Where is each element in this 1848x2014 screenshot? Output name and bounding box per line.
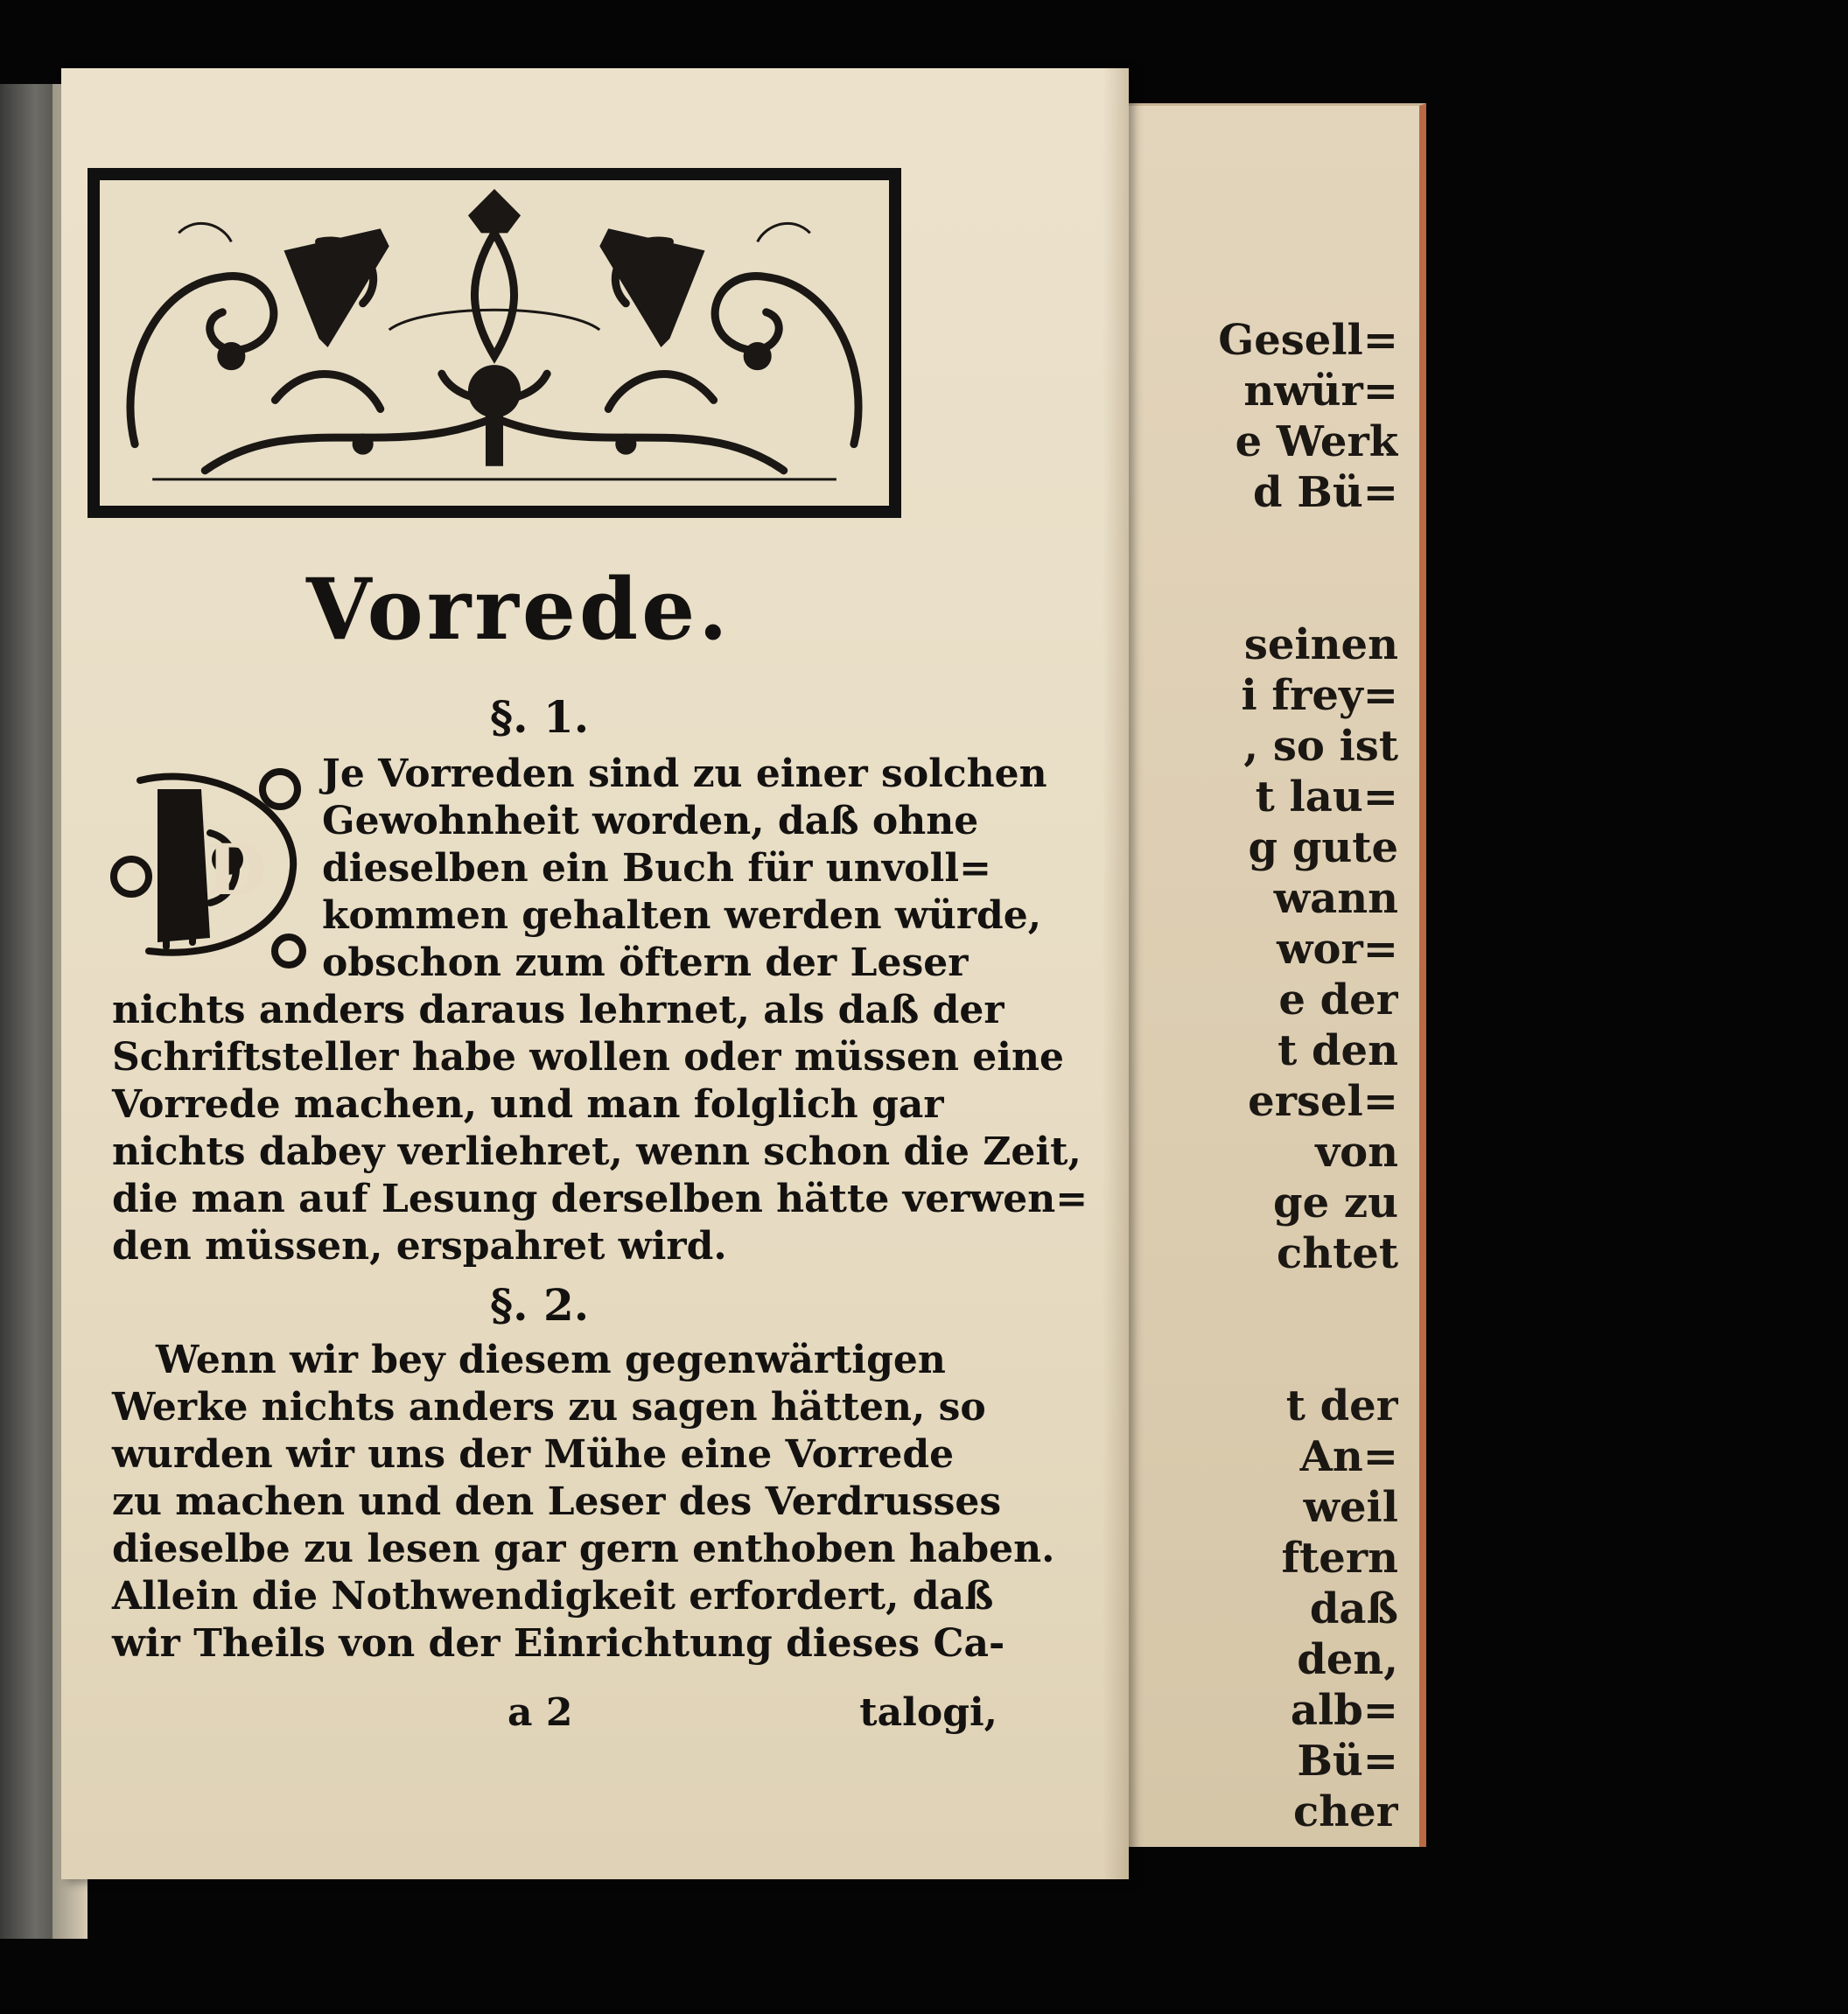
back-line: t der: [1285, 1381, 1398, 1430]
initial-letter: D: [206, 829, 267, 911]
text-line: wurden wir uns der Mühe eine Vorrede: [112, 1432, 955, 1477]
text-line: nichts anders daraus lehrnet, als daß der: [112, 988, 1004, 1032]
section-heading-2: §. 2.: [490, 1279, 590, 1331]
back-line: , so ist: [1243, 722, 1398, 771]
text-line: Vorrede machen, und man folglich gar: [112, 1082, 944, 1127]
text-line: Wenn wir bey diesem gegenwärtigen: [156, 1338, 946, 1382]
back-line: daß: [1309, 1584, 1398, 1633]
back-line: e Werk: [1235, 417, 1398, 466]
text-line: dieselbe zu lesen gar gern enthoben haben.: [112, 1527, 1055, 1571]
back-line: d Bü=: [1253, 468, 1398, 517]
back-line: ge zu: [1273, 1178, 1398, 1227]
text-line: kommen gehalten werden würde,: [322, 893, 1042, 938]
page-title: Vorrede.: [306, 560, 732, 659]
text-line: dieselben ein Buch für unvoll=: [322, 846, 991, 891]
text-line: Schriftsteller habe wollen oder müssen eine: [112, 1035, 1064, 1080]
back-line: t den: [1278, 1026, 1398, 1075]
decorated-initial: [105, 754, 315, 973]
back-line: Bü=: [1297, 1737, 1398, 1786]
back-line: chtet: [1276, 1229, 1398, 1278]
ornament-icon: [100, 180, 889, 506]
text-line: zu machen und den Leser des Verdrusses: [112, 1479, 1002, 1524]
paragraph-2: [112, 1337, 1054, 1668]
paragraph-1-full: [112, 987, 1088, 1270]
text-line: wir Theils von der Einrichtung dieses Ca-: [112, 1621, 1005, 1666]
back-line: cher: [1293, 1787, 1398, 1836]
back-line: g gute: [1248, 823, 1398, 872]
back-line: Gesell=: [1218, 316, 1398, 365]
headpiece-ornament: [88, 168, 901, 518]
back-line: den,: [1297, 1635, 1398, 1684]
back-line: ersel=: [1248, 1077, 1398, 1126]
initial-letter-icon: [105, 754, 315, 973]
catchword: talogi,: [859, 1690, 998, 1735]
back-line: ftern: [1281, 1534, 1398, 1583]
text-line: obschon zum öftern der Leser: [322, 941, 969, 985]
text-line: den müssen, erspahret wird.: [112, 1224, 727, 1269]
signature-mark: a 2: [508, 1690, 573, 1735]
back-line: von: [1315, 1128, 1398, 1177]
paragraph-1-indented: [322, 751, 1047, 987]
back-line: wann: [1273, 874, 1398, 923]
text-line: die man auf Lesung derselben hätte verwen=: [112, 1177, 1088, 1221]
text-line: Allein die Nothwendigkeit erfordert, daß: [112, 1574, 994, 1619]
back-line: seinen: [1243, 620, 1398, 669]
back-line: e der: [1278, 976, 1398, 1024]
back-line: An=: [1299, 1432, 1398, 1481]
back-line: weil: [1303, 1483, 1398, 1532]
text-line: nichts dabey verliehret, wenn schon die Zeit,: [112, 1129, 1082, 1174]
section-heading-1: §. 1.: [490, 691, 590, 743]
back-line: wor=: [1277, 925, 1398, 974]
back-line: t lau=: [1255, 773, 1398, 822]
text-line: Je Vorreden sind zu einer solchen: [322, 752, 1047, 796]
back-line: i frey=: [1241, 671, 1398, 720]
text-line: Werke nichts anders zu sagen hätten, so: [112, 1385, 986, 1430]
text-line: Gewohnheit worden, daß ohne: [322, 799, 979, 843]
back-line: alb=: [1290, 1686, 1398, 1735]
back-page-text: [1083, 315, 1398, 1837]
back-line: nwür=: [1243, 367, 1398, 416]
